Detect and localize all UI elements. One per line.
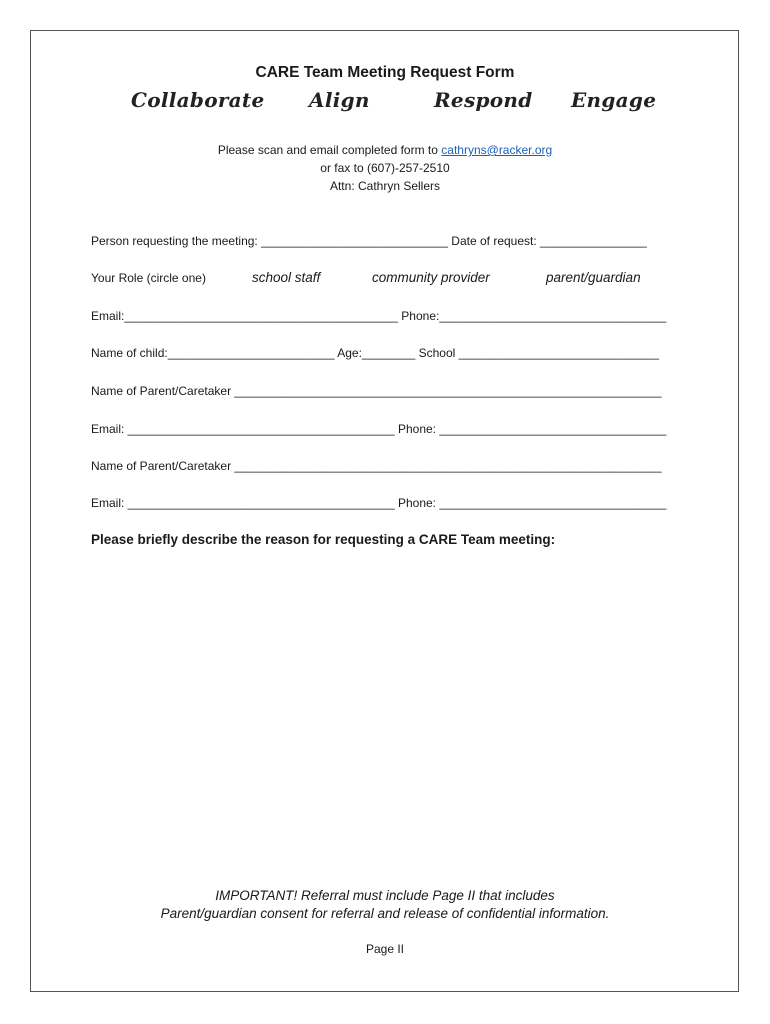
important-note-line-2: Parent/guardian consent for referral and release of confidential information. [160, 906, 610, 921]
motto-collaborate: Collaborate [131, 88, 265, 112]
role-option-school-staff[interactable]: school staff [252, 270, 321, 285]
role-option-community-provider[interactable]: community provider [372, 270, 490, 285]
page-number: Page II [365, 942, 405, 956]
motto-respond: Respond [434, 88, 533, 112]
instructions-prefix: Please scan and email completed form to [217, 143, 442, 157]
form-title: CARE Team Meeting Request Form [255, 64, 515, 81]
instructions-line-2: or fax to (607)-257-2510 [320, 161, 450, 175]
reason-prompt: Please briefly describe the reason for requesting a CARE Team meeting: [91, 532, 556, 547]
role-option-parent-guardian[interactable]: parent/guardian [546, 270, 641, 285]
requester-field[interactable]: Person requesting the meeting: ____________________________ Date of request: ________________ [91, 234, 647, 248]
parent-field-2[interactable]: Name of Parent/Caretaker ________________________________________________________________ [91, 459, 662, 473]
important-note-line-1: IMPORTANT! Referral must include Page II that includes [215, 888, 555, 903]
motto-align: Align [309, 88, 370, 112]
email-phone-field-2[interactable]: Email: ________________________________________ Phone: __________________________________ [91, 422, 667, 436]
role-label: Your Role (circle one) [91, 271, 206, 285]
child-field[interactable]: Name of child:_________________________ Age:________ School ______________________________ [91, 346, 659, 360]
email-phone-field-3[interactable]: Email: ________________________________________ Phone: __________________________________ [91, 496, 667, 510]
instructions-line-1 [0, 143, 770, 157]
instructions-line-3: Attn: Cathryn Sellers [329, 179, 441, 193]
email-link[interactable]: cathryns@racker.org [441, 143, 553, 157]
email-phone-field-1[interactable]: Email:_________________________________________ Phone:__________________________________ [91, 309, 667, 323]
parent-field-1[interactable]: Name of Parent/Caretaker ________________________________________________________________ [91, 384, 662, 398]
motto-engage: Engage [571, 88, 657, 112]
